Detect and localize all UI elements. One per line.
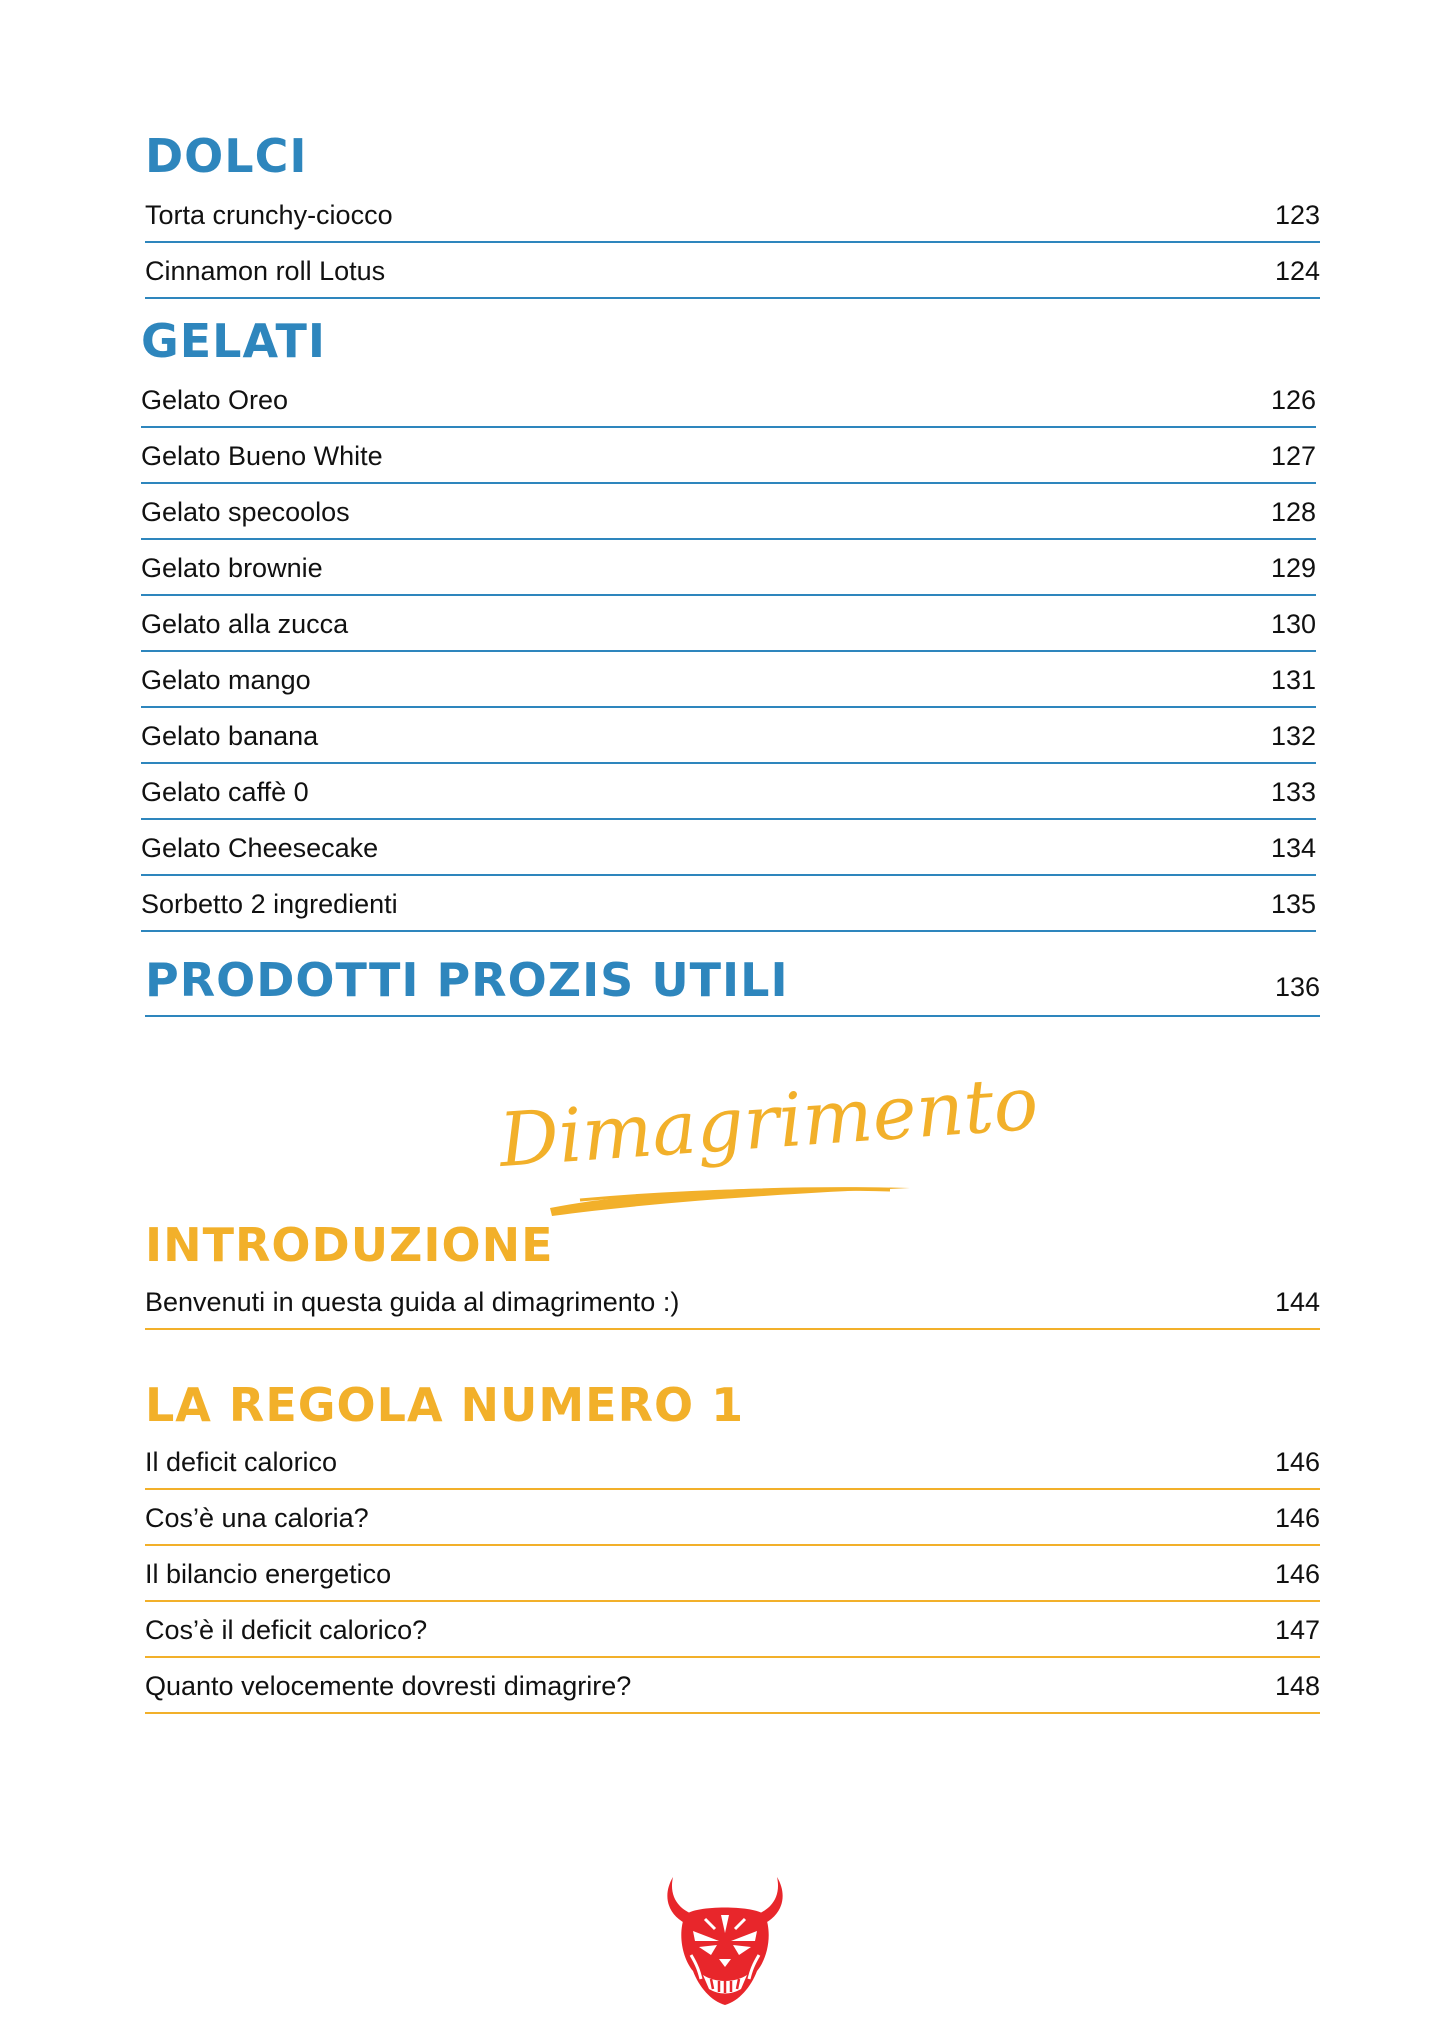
toc-label: Gelato brownie: [141, 553, 323, 583]
toc-label: Gelato caffè 0: [141, 777, 309, 807]
toc-row[interactable]: [141, 876, 1316, 932]
section-introduzione: [145, 1218, 1320, 1330]
toc-page: 127: [1270, 441, 1316, 471]
section-prodotti: [145, 953, 1320, 1017]
toc-label: Benvenuti in questa guida al dimagrimento :): [145, 1287, 680, 1317]
toc-page: 130: [1270, 609, 1316, 639]
toc-label: Gelato mango: [141, 665, 311, 695]
toc-label: Torta crunchy-ciocco: [145, 200, 393, 230]
toc-row[interactable]: [145, 187, 1320, 243]
toc-page: 129: [1270, 553, 1316, 583]
toc-row[interactable]: [141, 708, 1316, 764]
toc-row[interactable]: [145, 1490, 1320, 1546]
toc-label: Sorbetto 2 ingredienti: [141, 889, 398, 919]
toc-row[interactable]: [141, 428, 1316, 484]
toc-row[interactable]: [145, 1602, 1320, 1658]
toc-page: 128: [1270, 497, 1316, 527]
toc-label: Gelato Oreo: [141, 385, 289, 415]
toc-page: 136: [1274, 972, 1320, 1002]
toc-label: Gelato banana: [141, 721, 319, 751]
toc-page: 148: [1274, 1671, 1320, 1701]
toc-label: Gelato Bueno White: [141, 441, 383, 471]
toc-page: 144: [1274, 1287, 1320, 1317]
toc-page: 131: [1270, 665, 1316, 695]
toc-row[interactable]: [141, 540, 1316, 596]
toc-page: 147: [1274, 1615, 1320, 1645]
toc-row[interactable]: [141, 596, 1316, 652]
toc-row[interactable]: [145, 1434, 1320, 1490]
toc-label: Il bilancio energetico: [145, 1559, 392, 1589]
toc-row[interactable]: [141, 484, 1316, 540]
dimagrimento-script-title: [490, 1040, 1041, 1240]
toc-label: Cos’è il deficit calorico?: [145, 1615, 428, 1645]
toc-row[interactable]: [145, 1546, 1320, 1602]
toc-row[interactable]: [141, 652, 1316, 708]
toc-label: Quanto velocemente dovresti dimagrire?: [145, 1671, 632, 1701]
toc-page: 146: [1274, 1503, 1320, 1533]
toc-page: 135: [1270, 889, 1316, 919]
demon-mask-icon: [655, 1875, 795, 2010]
section-title-gelati: GELATI: [141, 314, 327, 368]
toc-page: 132: [1270, 721, 1316, 751]
toc-label: Cos’è una caloria?: [145, 1503, 369, 1533]
toc-page: 124: [1274, 256, 1320, 286]
section-title-regola: LA REGOLA NUMERO 1: [145, 1378, 745, 1432]
toc-page: 134: [1270, 833, 1316, 863]
section-regola: [145, 1378, 1320, 1714]
toc-page: 126: [1270, 385, 1316, 415]
toc-row[interactable]: [141, 820, 1316, 876]
script-title-text: Dimagrimento: [496, 1060, 1041, 1184]
toc-row[interactable]: [141, 372, 1316, 428]
section-title-introduzione: INTRODUZIONE: [145, 1218, 554, 1272]
section-dolci: [145, 129, 1320, 299]
toc-page: 146: [1274, 1559, 1320, 1589]
toc-label: Il deficit calorico: [145, 1447, 338, 1477]
section-title-prodotti: PRODOTTI PROZIS UTILI: [145, 953, 789, 1007]
section-gelati: [141, 314, 1316, 932]
toc-page: 146: [1274, 1447, 1320, 1477]
toc-row-prodotti[interactable]: [145, 953, 1320, 1017]
toc-label: Cinnamon roll Lotus: [145, 256, 386, 286]
toc-page: 123: [1274, 200, 1320, 230]
toc-row[interactable]: [145, 1274, 1320, 1330]
toc-label: Gelato Cheesecake: [141, 833, 379, 863]
toc-row[interactable]: [141, 764, 1316, 820]
toc-row[interactable]: [145, 243, 1320, 299]
toc-page: 133: [1270, 777, 1316, 807]
toc-label: Gelato specoolos: [141, 497, 350, 527]
section-title-dolci: DOLCI: [145, 129, 308, 183]
toc-label: Gelato alla zucca: [141, 609, 349, 639]
toc-row[interactable]: [145, 1658, 1320, 1714]
